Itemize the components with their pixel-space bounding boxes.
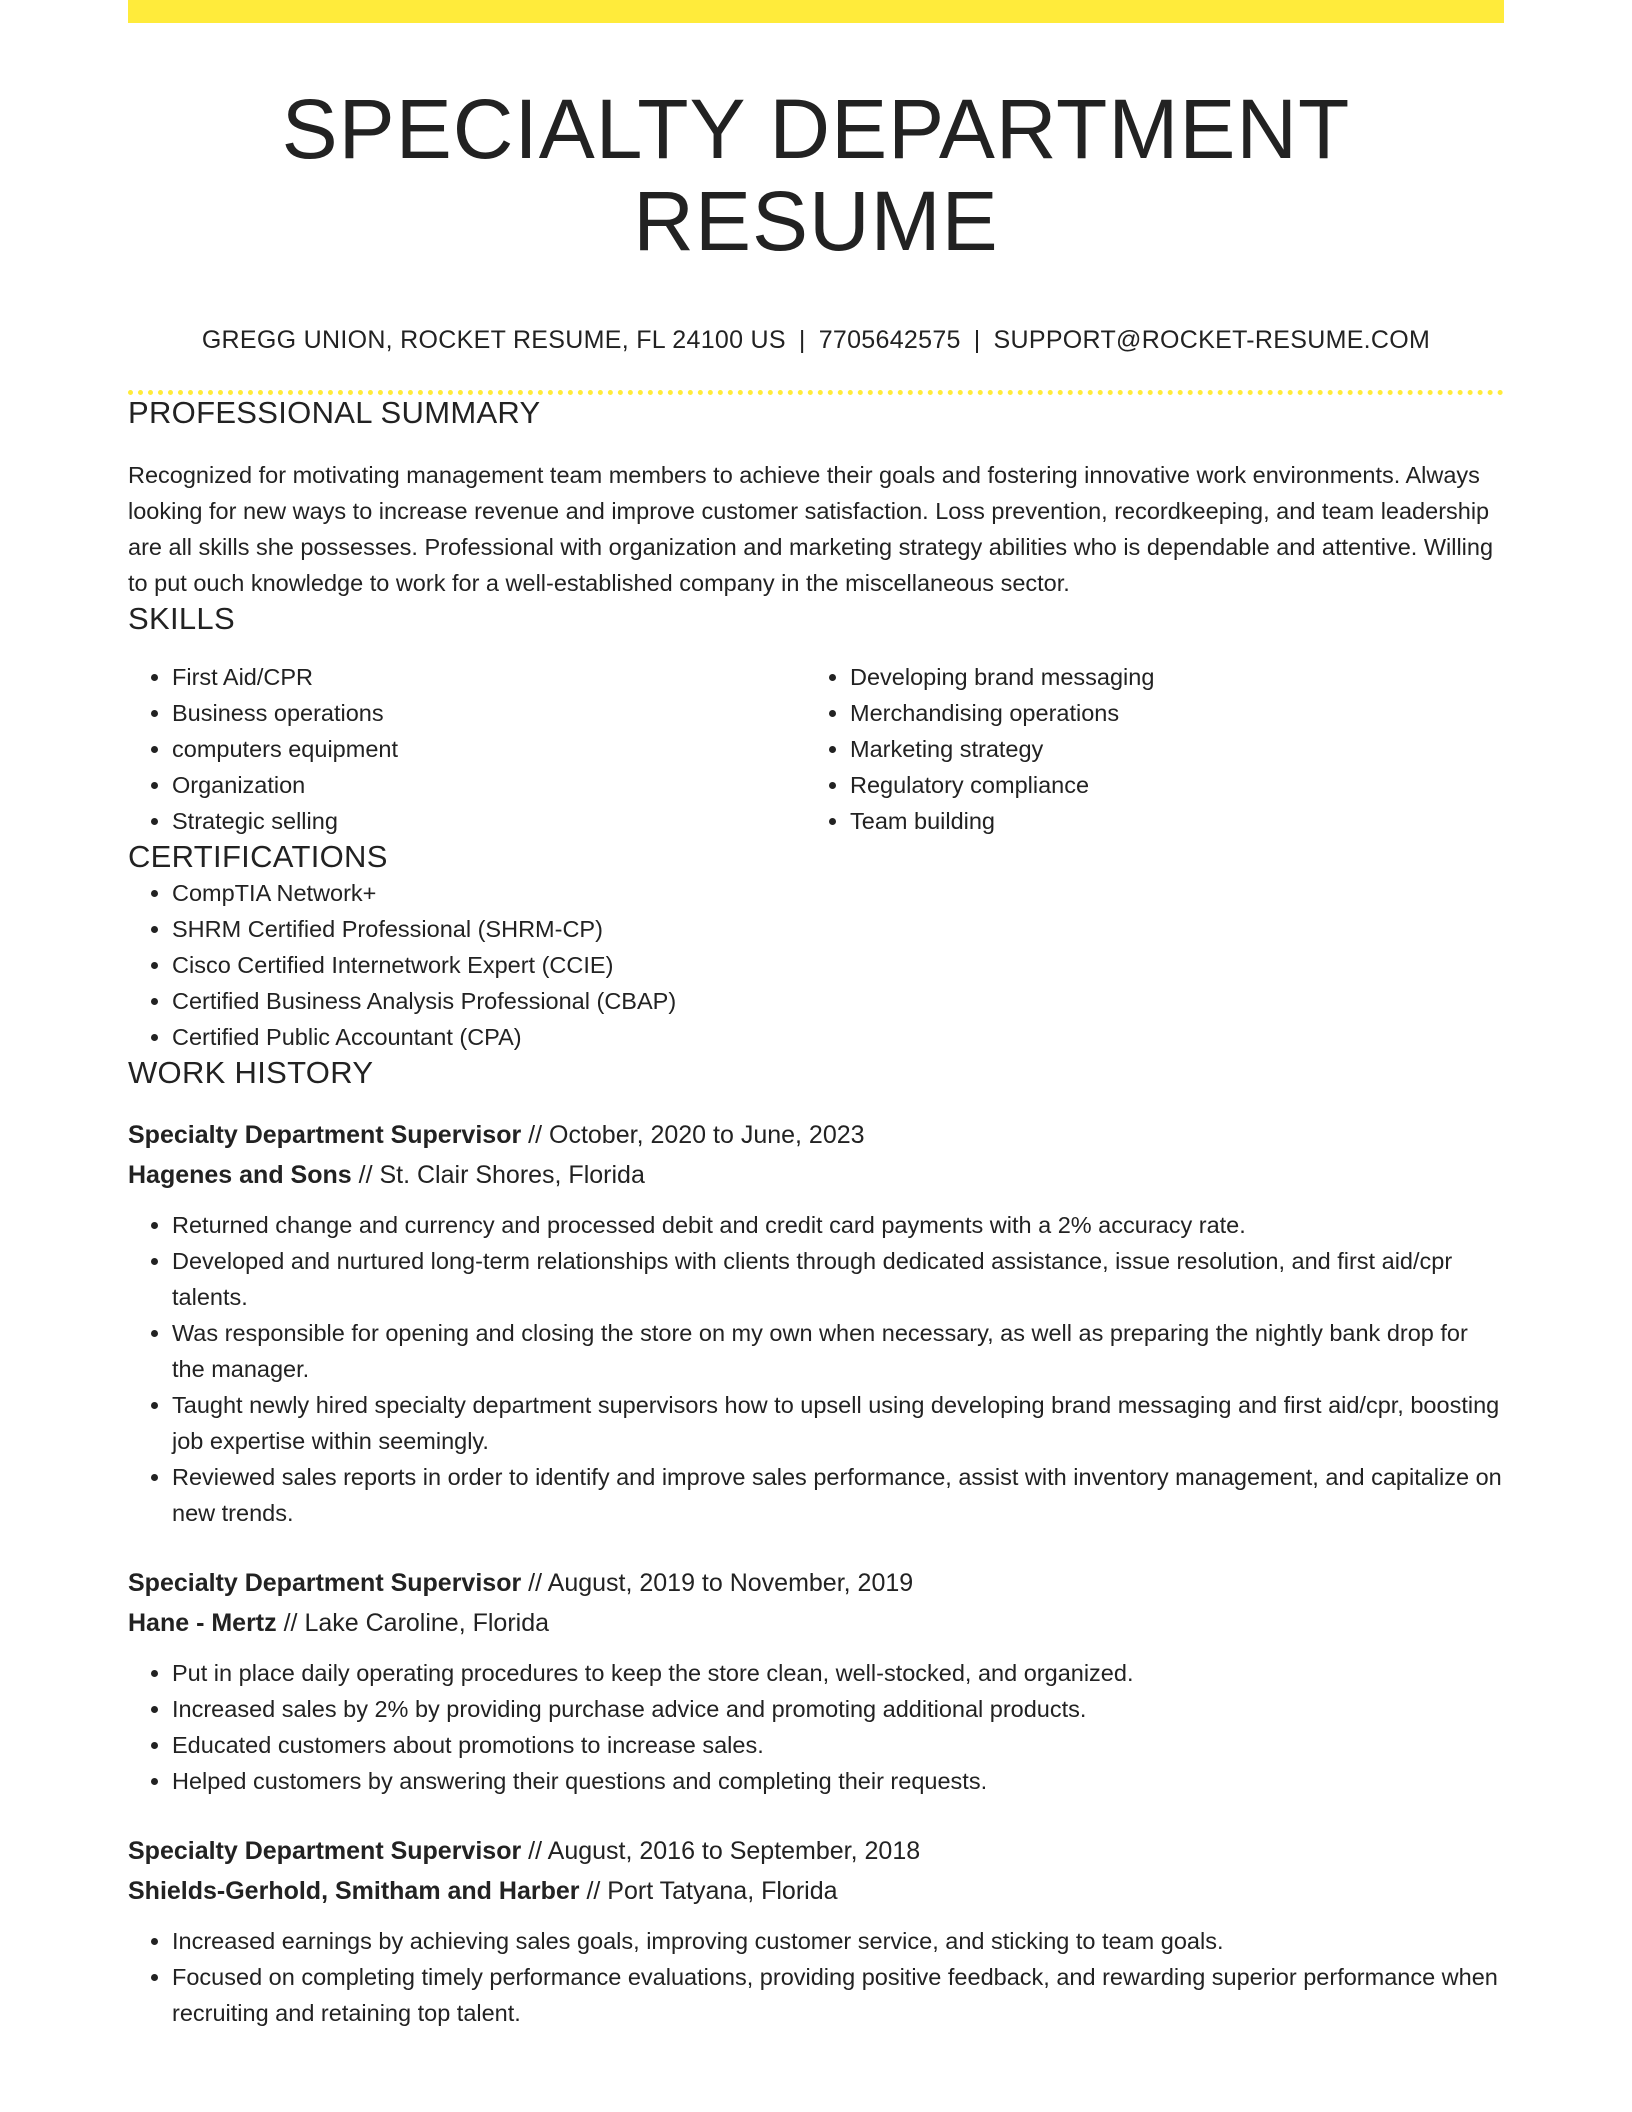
job-title-line xyxy=(128,1831,1504,1871)
job-company: Hane - Mertz xyxy=(128,1608,277,1637)
skills-column-right xyxy=(806,659,1484,839)
delimiter: // xyxy=(283,1608,298,1637)
job-bullets xyxy=(128,1655,1504,1799)
job-bullet: • Reviewed sales reports in order to identify and improve sales performance, assist with inventory management, and capitalize on new trends. xyxy=(172,1459,1504,1531)
job-bullet: • Focused on completing timely performance evaluations, providing positive feedback, and rewarding superior performance when recruiting and retaining top talent. xyxy=(172,1959,1504,2031)
job-bullet: • Helped customers by answering their questions and completing their requests. xyxy=(172,1763,1504,1799)
job-company-line xyxy=(128,1155,1504,1195)
contact-separator: | xyxy=(973,325,981,354)
skill-item: • computers equipment xyxy=(172,731,806,767)
delimiter: // xyxy=(528,1568,543,1597)
certification-item: • Certified Public Accountant (CPA) xyxy=(172,1019,1504,1055)
job-dates: October, 2020 to June, 2023 xyxy=(549,1120,865,1149)
job-location: Lake Caroline, Florida xyxy=(304,1608,550,1637)
job-bullet: • Developed and nurtured long-term relationships with clients through dedicated assistance, issue resolution, and first aid/cpr talents. xyxy=(172,1243,1504,1315)
job-bullets xyxy=(128,1207,1504,1531)
contact-address: GREGG UNION, ROCKET RESUME, FL 24100 US xyxy=(201,325,786,354)
skill-item: • First Aid/CPR xyxy=(172,659,806,695)
job-title: Specialty Department Supervisor xyxy=(128,1836,522,1865)
certification-item: • CompTIA Network+ xyxy=(172,875,1504,911)
certifications-heading: CERTIFICATIONS xyxy=(128,838,388,874)
job-entry xyxy=(128,1831,1504,2031)
contact-phone: 7705642575 xyxy=(818,325,961,354)
job-dates: August, 2019 to November, 2019 xyxy=(547,1568,914,1597)
skill-item: • Organization xyxy=(172,767,806,803)
page-title: SPECIALTY DEPARTMENT RESUME xyxy=(281,82,1351,269)
certification-item: • Cisco Certified Internetwork Expert (CCIE) xyxy=(172,947,1504,983)
skills-column-left xyxy=(128,659,806,839)
job-entry xyxy=(128,1115,1504,1531)
skill-item: • Business operations xyxy=(172,695,806,731)
delimiter: // xyxy=(358,1160,373,1189)
job-company-line xyxy=(128,1871,1504,1911)
job-dates: August, 2016 to September, 2018 xyxy=(547,1836,921,1865)
skill-item: • Marketing strategy xyxy=(850,731,1484,767)
skills-list xyxy=(128,659,1504,839)
summary-text: Recognized for motivating management team members to achieve their goals and fostering innovative work environments. Always looking for new ways to increase revenue and improve customer satisfaction. Loss prevention, recordkeeping, and team leadership are all skills she possesses. Professional with organization and marketing strategy abilities who is dependable and attentive. Willing to put ouch knowledge to work for a well-established company in the miscellaneous sector. xyxy=(128,461,1494,596)
delimiter: // xyxy=(528,1120,543,1149)
certifications-list xyxy=(128,875,1504,1055)
work-history-heading: WORK HISTORY xyxy=(128,1054,374,1090)
skill-item: • Regulatory compliance xyxy=(850,767,1484,803)
skill-item: • Merchandising operations xyxy=(850,695,1484,731)
skill-item: • Team building xyxy=(850,803,1484,839)
job-bullet: • Increased sales by 2% by providing purchase advice and promoting additional products. xyxy=(172,1691,1504,1727)
contact-line xyxy=(128,326,1504,355)
summary-heading: PROFESSIONAL SUMMARY xyxy=(128,394,541,430)
contact-email: SUPPORT@ROCKET-RESUME.COM xyxy=(993,325,1431,354)
job-title-line xyxy=(128,1115,1504,1155)
job-bullet: • Educated customers about promotions to increase sales. xyxy=(172,1727,1504,1763)
job-company-line xyxy=(128,1603,1504,1643)
job-bullet: • Returned change and currency and processed debit and credit card payments with a 2% accuracy rate. xyxy=(172,1207,1504,1243)
certification-item: • SHRM Certified Professional (SHRM-CP) xyxy=(172,911,1504,947)
job-company: Shields-Gerhold, Smitham and Harber xyxy=(128,1876,580,1905)
top-accent-bar xyxy=(128,0,1504,23)
job-bullet: • Put in place daily operating procedures to keep the store clean, well-stocked, and organized. xyxy=(172,1655,1504,1691)
delimiter: // xyxy=(528,1836,543,1865)
job-bullet: • Taught newly hired specialty department supervisors how to upsell using developing brand messaging and first aid/cpr, boosting job expertise within seemingly. xyxy=(172,1387,1504,1459)
certification-item: • Certified Business Analysis Professional (CBAP) xyxy=(172,983,1504,1019)
job-title: Specialty Department Supervisor xyxy=(128,1120,522,1149)
job-company: Hagenes and Sons xyxy=(128,1160,352,1189)
job-bullet: • Increased earnings by achieving sales goals, improving customer service, and sticking to team goals. xyxy=(172,1923,1504,1959)
resume-page xyxy=(128,0,1504,2031)
skill-item: • Developing brand messaging xyxy=(850,659,1484,695)
job-location: Port Tatyana, Florida xyxy=(607,1876,838,1905)
contact-separator: | xyxy=(798,325,806,354)
delimiter: // xyxy=(586,1876,601,1905)
job-title-line xyxy=(128,1563,1504,1603)
job-title: Specialty Department Supervisor xyxy=(128,1568,522,1597)
job-location: St. Clair Shores, Florida xyxy=(379,1160,645,1189)
job-entry xyxy=(128,1563,1504,1799)
skill-item: • Strategic selling xyxy=(172,803,806,839)
job-bullets xyxy=(128,1923,1504,2031)
skills-heading: SKILLS xyxy=(128,600,235,636)
job-bullet: • Was responsible for opening and closing the store on my own when necessary, as well as preparing the nightly bank drop for the manager. xyxy=(172,1315,1504,1387)
